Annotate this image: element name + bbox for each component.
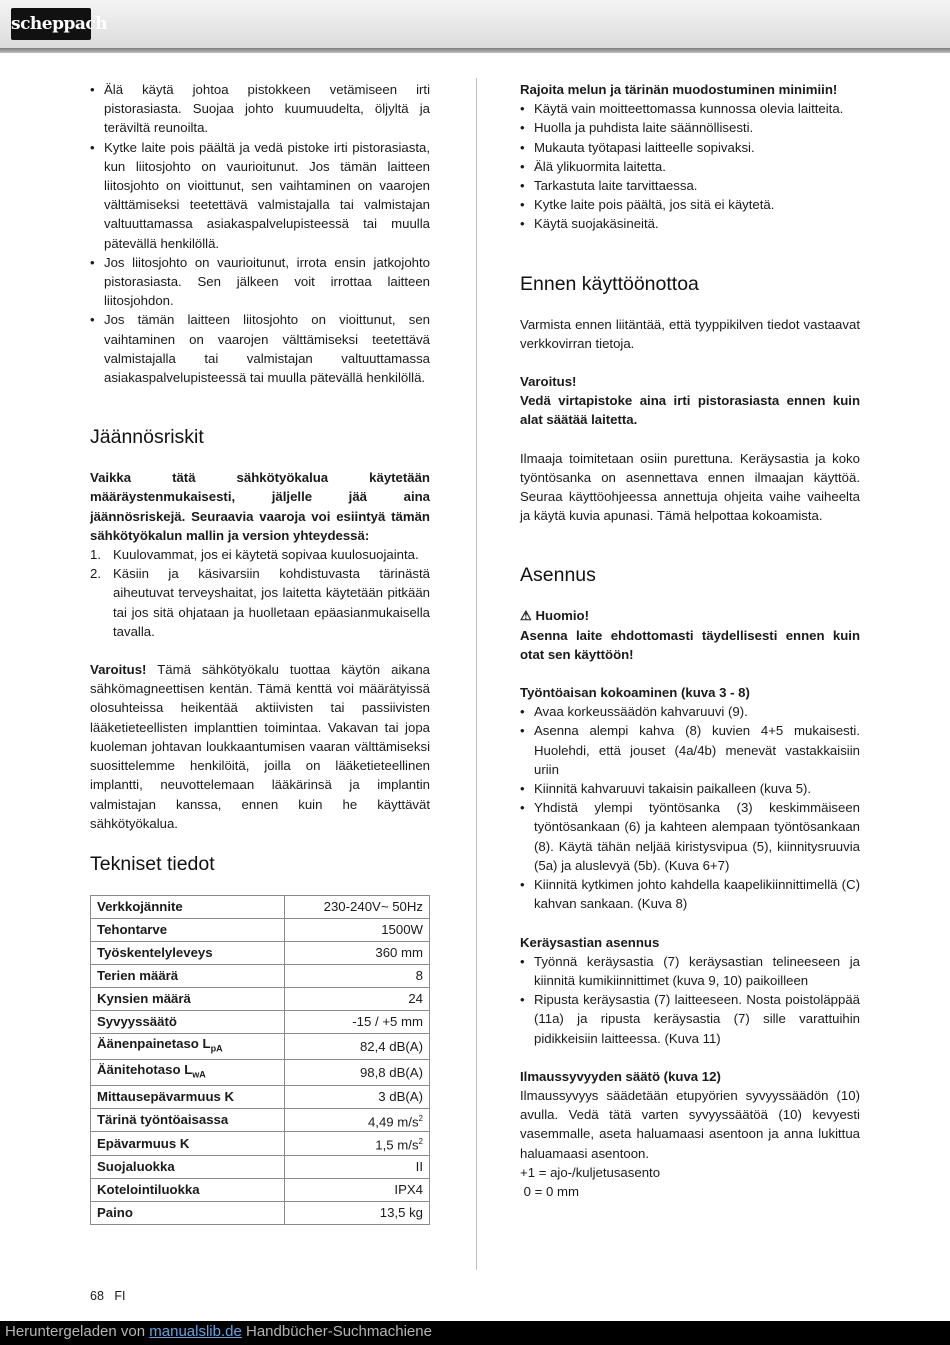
spec-name: Äänenpainetaso $L_{pA}$ (91, 1033, 285, 1059)
spec-value: II (284, 1155, 429, 1178)
page-header (0, 0, 950, 48)
table-row (91, 1010, 430, 1033)
table-row (91, 895, 430, 918)
handle-assembly-list (520, 702, 860, 913)
list-item: 1. Kuulovammat, jos ei käytetä sopivaa kuulosuojainta. (90, 547, 419, 563)
language-code: FI (114, 1289, 126, 1303)
table-row (91, 1059, 430, 1085)
spec-name: Paino (91, 1201, 285, 1224)
residual-risks-list (90, 545, 430, 641)
spec-value: 24 (284, 987, 429, 1010)
table-row (91, 1085, 430, 1108)
column-divider (476, 78, 477, 1270)
table-row (91, 1155, 430, 1178)
spec-name: Syvyyssäätö (91, 1010, 285, 1033)
residual-risks-intro: Vaikka tätä sähkötyökalua käytetään määräystenmukaisesti, jäljelle jää aina jäännösriskejä. Seuraavia vaaroja voi esiintyä tämän sähkötyökalun mallin ja version yhteydessä: (90, 470, 430, 543)
spec-name: Suojaluokka (91, 1155, 285, 1178)
residual-risks-heading: Jäännösriskit (90, 426, 204, 449)
list-item: 2. Käsiin ja käsivarsiin kohdistuvasta tärinästä aiheutuvat terveyshaitat, jos laitetta käytetään pitkään tai jos sitä ohjataan ja huolletaan epäasianmukaisella tavalla. (90, 566, 430, 639)
spec-value: 82,4 dB(A) (284, 1033, 429, 1059)
spec-value: 360 mm (284, 941, 429, 964)
spec-name: Mittausepävarmuus K (91, 1085, 285, 1108)
table-row (91, 941, 430, 964)
before-use-text: Varmista ennen liitäntää, että tyyppikilven tiedot vastaavat verkkovirran tietoja. (520, 316, 860, 351)
handle-assembly-heading: Työntöaisan kokoaminen (kuva 3 - 8) (520, 685, 750, 701)
spec-value: -15 / +5 mm (284, 1010, 429, 1033)
spec-value: 230-240V~ 50Hz (284, 895, 429, 918)
manualslib-link[interactable]: manualslib.de (149, 1323, 242, 1340)
spec-value: 4,49 $m/s^2$ (284, 1108, 429, 1132)
spec-value: IPX4 (284, 1178, 429, 1201)
tech-data-table (90, 895, 430, 1225)
unplug-warning-label: Varoitus! (520, 374, 577, 390)
list-item: • Asenna alempi kahva (8) kuvien 4+5 mukaisesti. Huolehdi, että jouset (4a/4b) menevät vastakkaisiin uriin (520, 721, 860, 779)
list-item: • Jos liitosjohto on vaurioitunut, irrota ensin jatkojohto pistorasiasta. Sen jälkeen voit irrottaa laitteen liitosjohdon. (90, 253, 430, 311)
cord-safety-list (90, 80, 430, 387)
spec-value: 8 (284, 964, 429, 987)
spec-value: 13,5 kg (284, 1201, 429, 1224)
page-footer (90, 1289, 125, 1303)
spec-name: Epävarmuus K (91, 1132, 285, 1156)
spec-name: Äänitehotaso $L_{wA}$ (91, 1059, 285, 1085)
list-item: • Ripusta keräysastia (7) laitteeseen. Nosta poistoläppää (11a) ja ripusta keräysastia (7) sille varattuihin pidikkeisiin laitteessa. (Kuva 11) (520, 990, 860, 1048)
bin-install-heading: Keräysastian asennus (520, 934, 660, 950)
tech-data-heading: Tekniset tiedot (90, 852, 215, 875)
list-item: • Kiinnitä kahvaruuvi takaisin paikalleen (kuva 5). (520, 779, 860, 798)
depth-adjust-heading: Ilmaussyvyyden säätö (kuva 12) (520, 1068, 721, 1084)
bin-install-list (520, 952, 860, 1048)
list-item: • Älä ylikuormita laitetta. (520, 157, 860, 176)
list-item: • Työnnä keräysastia (7) keräysastian telineeseen ja kiinnitä kumikiinnittimet (kuva 9, 10) paikoilleen (520, 952, 860, 990)
table-row (91, 987, 430, 1010)
assembly-intro: Ilmaaja toimitetaan osiin purettuna. Keräysastia ja koko työntösanka on asennettava ennen ilmaajan käyttöä. Seuraa käyttöohjeessa annettuja ohjeita vaihe vaiheelta ja käytä kuvia apunasi. Tämä helpottaa kokoamista. (520, 450, 860, 524)
depth-setting-1: +1 = ajo-/kuljetusasento (520, 1164, 661, 1180)
spec-name: Työskentelyleveys (91, 941, 285, 964)
spec-name: Kotelointiluokka (91, 1178, 285, 1201)
emf-warning: Varoitus! Tämä sähkötyökalu tuottaa käytön aikana sähkömagneettisen kentän. Tämä kenttä voi määrätyissä olosuhteissa heikentää aktiivisten tai passiivisten lääketieteellisten implanttien toimintaa. Vakavan tai jopa kuoleman johtavan loukkaantumisen vaaran välttämiseksi suosittelemme henkilöitä, joilla on lääketieteellinen implantti, neuvottelemaan lääkärinsä ja implantin valmistajan kanssa, ennen kuin he käyttävät sähkötyökalua. (90, 662, 430, 831)
page-number: 68 (90, 1289, 104, 1303)
before-use-heading: Ennen käyttöönottoa (520, 272, 699, 295)
spec-name: Tärinä työntöaisassa (91, 1108, 285, 1132)
brand-logo: scheppach (11, 8, 91, 40)
table-row (91, 1108, 430, 1132)
table-row (91, 1132, 430, 1156)
list-item: • Käytä suojakäsineitä. (520, 214, 860, 233)
spec-value: 1,5 $m/s^2$ (284, 1132, 429, 1156)
list-item: • Jos tämän laitteen liitosjohto on vioittunut, sen vaihtaminen on vaarojen välttämiseksi teetettävä valmistajalla tai valmistajan valtuuttamassa asiakaspalvelupisteessä tai muulla pätevällä henkilöllä. (90, 310, 430, 387)
spec-value: 3 dB(A) (284, 1085, 429, 1108)
list-item: • Mukauta työtapasi laitteelle sopivaksi. (520, 138, 860, 157)
spec-name: Kynsien määrä (91, 987, 285, 1010)
list-item: • Huolla ja puhdista laite säännöllisesti. (520, 118, 860, 137)
notice-label: ⚠ Huomio! (520, 608, 589, 624)
spec-name: Verkkojännite (91, 895, 285, 918)
list-item: • Kiinnitä kytkimen johto kahdella kaapelikiinnittimellä (C) kahvan sankaan. (Kuva 8) (520, 875, 860, 913)
spec-value: 1500W (284, 918, 429, 941)
table-row (91, 918, 430, 941)
depth-adjust-text: Ilmaussyvyys säädetään etupyörien syvyyssäädön (10) avulla. Vedä tätä varten syvyyssäätöä (10) kevyesti vasemmalle, aseta haluamaasi asentoon ja anna lukittua haluamaasi asentoon. (520, 1087, 860, 1161)
list-item: • Tarkastuta laite tarvittaessa. (520, 176, 860, 195)
unplug-warning-text: Vedä virtapistoke aina irti pistorasiasta ennen kuin alat säätää laitetta. (520, 393, 860, 428)
list-item: • Kytke laite pois päältä ja vedä pistoke irti pistorasiasta, kun liitosjohto on vaurioitunut. Jos tämän laitteen liitosjohto on vioittunut, sen vaihtaminen on vaarojen välttämiseksi teetettävä valmistajalla tai valmistajan valtuuttamassa asiakaspalvelupisteessä tai muulla pätevällä henkilöllä. (90, 138, 430, 253)
table-row (91, 964, 430, 987)
spec-name: Tehontarve (91, 918, 285, 941)
notice-text: Asenna laite ehdottomasti täydellisesti ennen kuin otat sen käyttöön! (520, 627, 860, 662)
installation-heading: Asennus (520, 564, 596, 587)
table-row (91, 1033, 430, 1059)
list-item: • Älä käytä johtoa pistokkeen vetämiseen irti pistorasiasta. Suojaa johto kuumuudelta, öljyltä ja teräviltä reunoilta. (90, 80, 430, 138)
list-item: • Yhdistä ylempi työntösanka (3) keskimmäiseen työntösankaan (6) ja kahteen alempaan työntösankaan (8). Käytä tähän neljää kiristysvipua (5), kiinnitysruuvia (5a) ja aluslevyä (5b). (Kuva 6+7) (520, 798, 860, 875)
table-row (91, 1201, 430, 1224)
list-item: • Kytke laite pois päältä, jos sitä ei käytetä. (520, 195, 860, 214)
list-item: • Käytä vain moitteettomassa kunnossa olevia laitteita. (520, 99, 860, 118)
warning-triangle-icon: ⚠ (520, 608, 532, 624)
table-row (91, 1178, 430, 1201)
depth-setting-2: 0 = 0 mm (520, 1183, 579, 1199)
spec-value: 98,8 dB(A) (284, 1059, 429, 1085)
header-divider (0, 48, 950, 53)
list-item: • Avaa korkeussäädön kahvaruuvi (9). (520, 702, 860, 721)
noise-heading: Rajoita melun ja tärinän muodostuminen minimiin! (520, 82, 838, 97)
left-column (90, 80, 430, 1225)
noise-list (520, 99, 860, 233)
right-column (520, 80, 860, 1201)
download-banner: Heruntergeladen von manualslib.de Handbücher-Suchmachiene (0, 1321, 950, 1345)
spec-name: Terien määrä (91, 964, 285, 987)
